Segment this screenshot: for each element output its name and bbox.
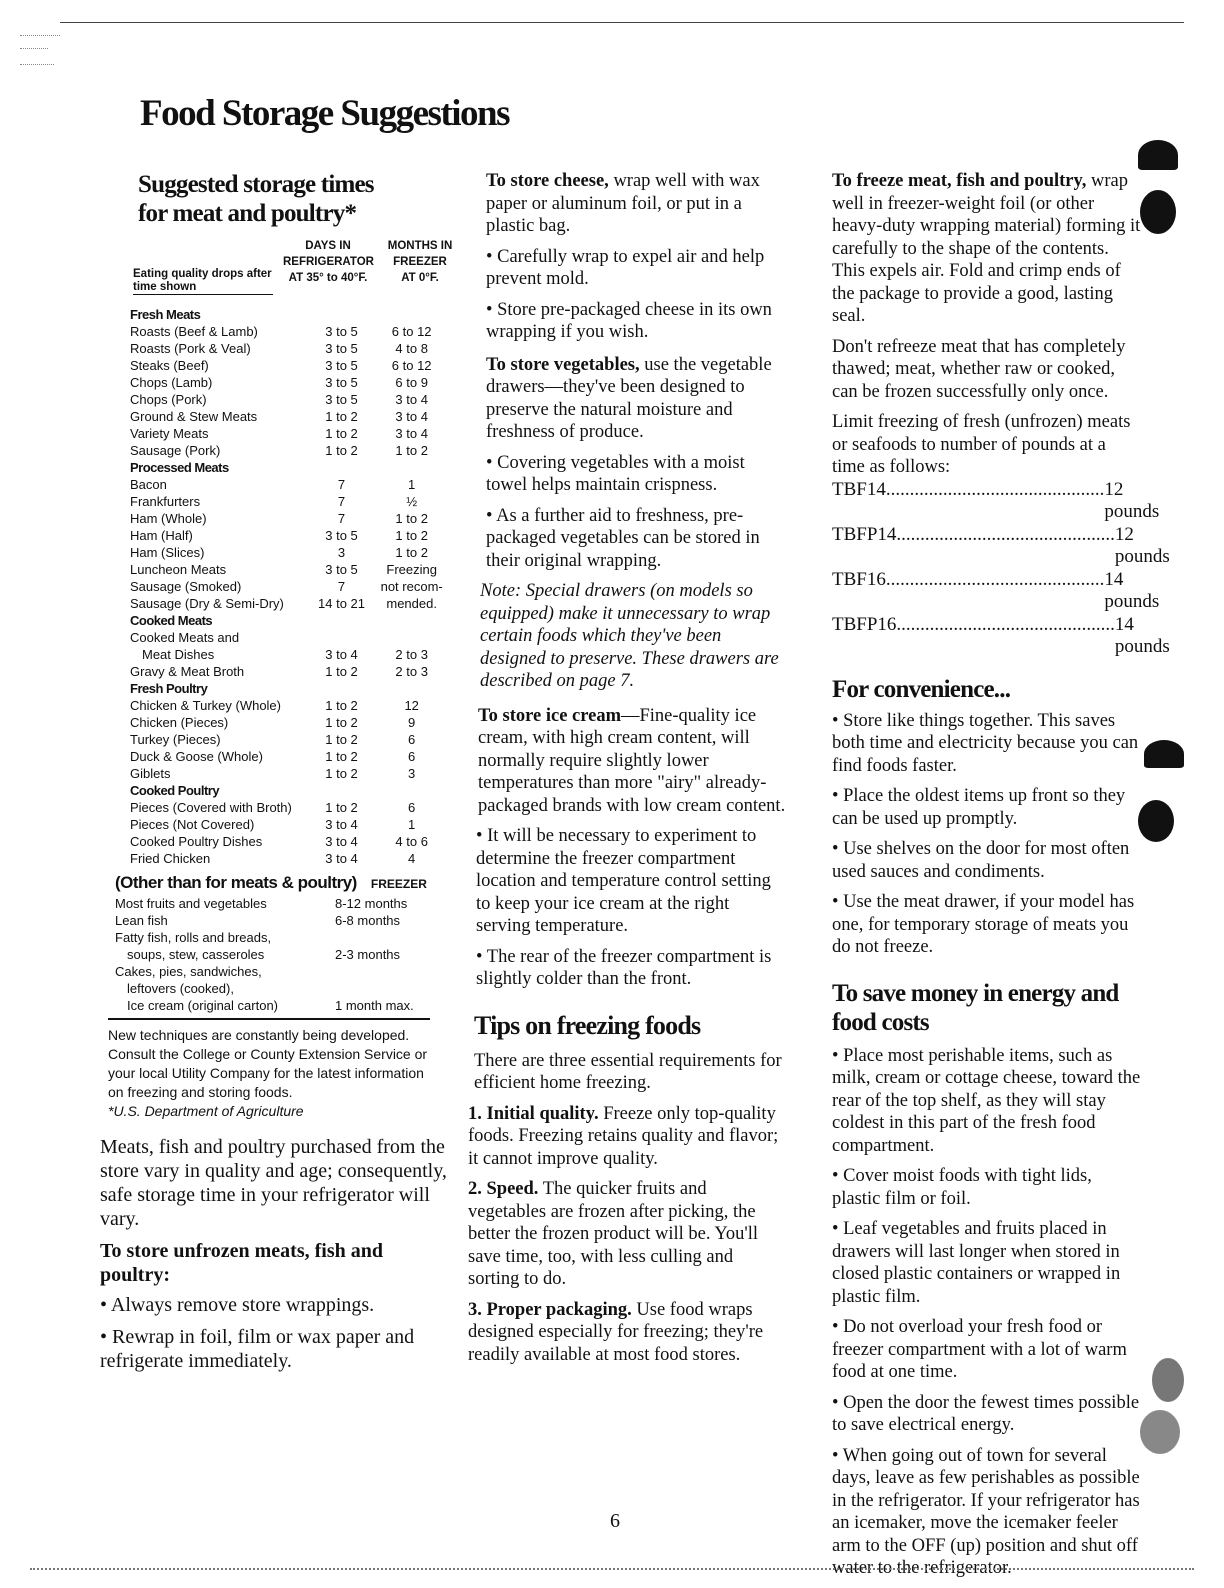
- item-cell: Cooked Meats and: [130, 630, 240, 645]
- storage-heading: Suggested storage times for meat and poultry*: [138, 171, 374, 227]
- scan-mark: [20, 35, 60, 36]
- days-cell: [310, 629, 374, 646]
- months-cell: 4 to 8: [395, 341, 428, 356]
- days-cell: 1 to 2: [325, 732, 358, 747]
- bullet-item: [832, 785, 1142, 830]
- item-cell: Sausage (Dry & Semi-Dry): [130, 596, 284, 611]
- tips-list: [468, 1103, 788, 1367]
- days-cell: 7: [337, 477, 346, 492]
- binder-hole-mark: [1140, 1410, 1180, 1454]
- binder-hole-mark: [1140, 190, 1176, 234]
- tip-lead: 2. Speed.: [468, 1179, 539, 1199]
- item-cell: Roasts (Beef & Lamb): [130, 324, 258, 339]
- model-row: [832, 613, 1170, 659]
- item-cell: Chicken (Pieces): [130, 715, 229, 730]
- footnote-rule: [108, 1018, 430, 1020]
- model-name: TBFP14: [832, 523, 897, 545]
- other-time: [335, 980, 425, 997]
- tips-heading: Tips on freezing foods: [474, 1010, 701, 1040]
- other-row: [115, 963, 425, 980]
- table-row: [130, 408, 450, 425]
- item-cell: Roasts (Pork & Veal): [130, 341, 251, 356]
- months-cell: 2 to 3: [395, 647, 428, 662]
- table-row: [130, 646, 450, 663]
- bullet-text: Always remove store wrappings.: [110, 1294, 375, 1316]
- bullet-item: [832, 1445, 1142, 1580]
- bullet-item: [100, 1293, 450, 1317]
- table-row: [130, 374, 450, 391]
- bullet-text: Cover moist foods with tight lids, plastic film or foil.: [832, 1166, 1092, 1209]
- days-cell: 3 to 5: [325, 528, 358, 543]
- other-item: Fatty fish, rolls and breads,: [115, 930, 272, 945]
- bullet-text: Rewrap in foil, film or wax paper and refrigerate immediately.: [100, 1326, 415, 1372]
- bullet-text: Place the oldest items up front so they can be used up promptly.: [832, 786, 1126, 829]
- months-cell: 4: [408, 851, 416, 866]
- source-note: *U.S. Department of Agriculture: [108, 1103, 304, 1119]
- bullet-text: Covering vegetables with a moist towel helps maintain crispness.: [486, 452, 745, 495]
- item-cell: Duck & Goose (Whole): [130, 749, 263, 764]
- tips-intro: There are three essential requirements for efficient home freezing.: [474, 1050, 782, 1093]
- days-cell: 7: [337, 494, 346, 509]
- months-cell: 3: [408, 766, 416, 781]
- section-row: [130, 306, 450, 323]
- tip-lead: 1. Initial quality.: [468, 1103, 599, 1124]
- bullet-icon: •: [832, 1166, 844, 1186]
- bullet-item: [100, 1325, 450, 1373]
- model-row: [832, 478, 1160, 524]
- section-title: Processed Meats: [130, 460, 229, 475]
- other-time: 2-3 months: [335, 947, 401, 962]
- table-row: [130, 425, 450, 442]
- table-row: [130, 731, 450, 748]
- table-row: [130, 544, 450, 561]
- storage-table: [130, 306, 450, 867]
- cheese-paragraph: To store cheese, wrap well with wax paper or aluminum foil, or put in a plastic bag.: [486, 171, 760, 236]
- days-cell: 1 to 2: [325, 800, 358, 815]
- days-cell: 3 to 4: [325, 834, 358, 849]
- months-cell: 6: [408, 749, 416, 764]
- days-cell: 1 to 2: [325, 715, 358, 730]
- other-rows: [115, 895, 450, 1014]
- col-months-header: MONTHS IN FREEZER AT 0°F.: [387, 240, 453, 284]
- table-header: [133, 238, 453, 306]
- tip-text: Freeze only top-quality foods. Freezing retains quality and flavor; it cannot improve quality.: [468, 1103, 779, 1169]
- table-row: [130, 391, 450, 408]
- tip-text: Use food wraps designed especially for freezing; they're readily available at most food stores.: [468, 1299, 764, 1365]
- bullet-item: [476, 825, 788, 938]
- meats-intro: Meats, fish and poultry purchased from the store vary in quality and age; consequently, safe storage time in your refrigerator will vary.: [100, 1136, 447, 1230]
- bullet-icon: •: [832, 1045, 844, 1066]
- item-cell: Frankfurters: [130, 494, 201, 509]
- column-storing-tips: [468, 170, 788, 1374]
- refreeze-paragraph: Don't refreeze meat that has completely thawed; meat, whether raw or cooked, can be frozen successfully only once.: [832, 336, 1126, 402]
- months-cell: 12: [404, 698, 419, 713]
- table-row: [130, 527, 450, 544]
- other-time: [335, 963, 425, 980]
- limit-paragraph: Limit freezing of fresh (unfrozen) meats or seafoods to number of pounds at a time as follows:: [832, 412, 1131, 477]
- months-cell: [373, 629, 450, 646]
- months-cell: 1 to 2: [395, 443, 428, 458]
- days-cell: 1 to 2: [325, 664, 358, 679]
- days-cell: 3 to 5: [325, 358, 358, 373]
- bullet-icon: •: [476, 826, 488, 846]
- model-row: [832, 568, 1160, 614]
- bullet-item: [476, 946, 788, 991]
- table-row: [130, 476, 450, 493]
- table-row: [130, 510, 450, 527]
- item-cell: Variety Meats: [130, 426, 209, 441]
- scan-mark: [20, 48, 48, 49]
- model-name: TBFP16: [832, 613, 897, 635]
- leader-dots: ..............................................: [896, 523, 1115, 545]
- convenience-heading: For convenience...: [832, 675, 1011, 703]
- bullet-text: The rear of the freezer compartment is slightly colder than the front.: [476, 946, 772, 989]
- other-row: [115, 895, 425, 912]
- months-cell: 9: [408, 715, 416, 730]
- months-cell: 1 to 2: [395, 528, 428, 543]
- days-cell: 3 to 5: [325, 562, 358, 577]
- days-cell: 7: [337, 511, 346, 526]
- days-cell: 3 to 4: [325, 851, 358, 866]
- drawers-note: Note: Special drawers (on models so equipped) make it unnecessary to wrap certain foods which they've been designed to preserve. These drawers are described on page 7.: [480, 581, 779, 691]
- ice-cream-list: [476, 825, 788, 991]
- item-cell: Sausage (Pork): [130, 443, 221, 458]
- page-title: Food Storage Suggestions: [140, 93, 509, 134]
- table-row: [130, 663, 450, 680]
- bullet-icon: •: [832, 1219, 844, 1239]
- binder-hole-mark: [1138, 800, 1174, 842]
- cheese-list: [486, 246, 788, 344]
- bullet-icon: •: [832, 1445, 843, 1466]
- other-time: 8-12 months: [335, 896, 408, 911]
- ice-cream-paragraph: To store ice cream—Fine-quality ice cream, with high cream content, will normally require slightly lower temperatures than more "airy" already-packaged brands with low cream content.: [478, 705, 786, 816]
- table-row: [130, 799, 450, 816]
- other-title: (Other than for meats & poultry): [115, 873, 357, 892]
- tip-text: The quicker fruits and vegetables are frozen after picking, the better the frozen product will be. You'll save time, too, with less culling and sorting to do.: [468, 1179, 759, 1289]
- days-cell: 7: [337, 579, 346, 594]
- tip-item: [468, 1178, 788, 1291]
- item-cell: Turkey (Pieces): [130, 732, 221, 747]
- months-cell: 6 to 9: [395, 375, 428, 390]
- item-cell: Pieces (Covered with Broth): [130, 800, 292, 815]
- months-cell: 6 to 12: [391, 324, 432, 339]
- other-item: leftovers (cooked),: [127, 981, 234, 996]
- other-row: [115, 997, 425, 1014]
- unfrozen-list: [100, 1293, 450, 1373]
- section-row: [130, 680, 450, 697]
- days-cell: 1 to 2: [325, 426, 358, 441]
- bullet-icon: •: [476, 946, 487, 967]
- other-row: [115, 929, 425, 946]
- binder-hole-mark: [1138, 140, 1178, 170]
- other-row: [115, 912, 425, 929]
- bullet-item: [486, 452, 788, 497]
- bullet-text: Use the meat drawer, if your model has one, for temporary storage of meats you do not freeze.: [832, 892, 1135, 957]
- table-row: [130, 714, 450, 731]
- item-cell: Giblets: [130, 766, 171, 781]
- item-cell: Steaks (Beef): [130, 358, 209, 373]
- bullet-icon: •: [486, 452, 498, 473]
- model-name: TBF14: [832, 478, 886, 500]
- other-row: [115, 980, 425, 997]
- bullet-text: Do not overload your fresh food or freezer compartment with a lot of warm food at one time.: [832, 1317, 1127, 1382]
- model-row: [832, 523, 1170, 569]
- section-row: [130, 459, 450, 476]
- bullet-icon: •: [100, 1326, 113, 1348]
- save-money-heading: To save money in energy and food costs: [832, 979, 1119, 1036]
- section-title: Cooked Poultry: [130, 783, 220, 798]
- vegetables-paragraph: To store vegetables, use the vegetable drawers—they've been designed to preserve the natural moisture and freshness of produce.: [486, 354, 772, 442]
- months-cell: mended.: [386, 596, 437, 611]
- bullet-text: Store pre-packaged cheese in its own wrapping if you wish.: [486, 299, 772, 342]
- other-foods: [115, 869, 450, 1014]
- item-cell: Ham (Whole): [130, 511, 207, 526]
- model-pounds: 12 pounds: [1104, 478, 1160, 522]
- table-row: [130, 442, 450, 459]
- table-row: [130, 833, 450, 850]
- bullet-icon: •: [100, 1294, 111, 1316]
- other-item: Lean fish: [115, 913, 168, 928]
- months-cell: 3 to 4: [395, 409, 428, 424]
- bullet-icon: •: [832, 1392, 844, 1413]
- months-cell: 4 to 6: [395, 834, 428, 849]
- item-cell: Luncheon Meats: [130, 562, 227, 577]
- bullet-text: As a further aid to freshness, pre-packaged vegetables can be stored in their original wrapping.: [486, 505, 760, 571]
- item-cell: Bacon: [130, 477, 167, 492]
- bullet-item: [832, 1392, 1142, 1437]
- months-cell: 1 to 2: [395, 511, 428, 526]
- bullet-icon: •: [832, 1317, 844, 1337]
- page-number: 6: [610, 1510, 620, 1532]
- models-list: [832, 478, 1170, 659]
- tip-lead: 3. Proper packaging.: [468, 1299, 632, 1320]
- item-cell: Meat Dishes: [142, 647, 215, 662]
- section-title: Fresh Poultry: [130, 681, 208, 696]
- vegetables-list: [486, 452, 788, 573]
- bullet-icon: •: [486, 505, 497, 526]
- days-cell: 3 to 4: [325, 817, 358, 832]
- bullet-icon: •: [832, 786, 844, 806]
- tip-item: [468, 1299, 788, 1367]
- save-money-list: [832, 1045, 1142, 1580]
- months-cell: ½: [406, 494, 418, 509]
- bullet-text: When going out of town for several days, leave as few perishables as possible in the refrigerator. If your refrigerator has an icemaker, move the icemaker feeler arm to the OFF (up) position and shut off water to the refrigerator.: [832, 1445, 1140, 1578]
- top-rule: [60, 22, 1184, 23]
- bullet-icon: •: [486, 299, 498, 320]
- item-cell: Ham (Slices): [130, 545, 205, 560]
- table-row: [130, 765, 450, 782]
- table-row: [130, 340, 450, 357]
- quality-note: Eating quality drops after time shown: [133, 268, 272, 293]
- bullet-item: [832, 1218, 1142, 1308]
- bullet-text: It will be necessary to experiment to determine the freezer compartment location and temperature control setting to keep your ice cream at the right serving temperature.: [476, 826, 771, 936]
- table-row: [130, 816, 450, 833]
- section-title: Fresh Meats: [130, 307, 201, 322]
- months-cell: Freezing: [386, 562, 437, 577]
- scan-mark: [20, 64, 54, 65]
- bullet-item: [832, 1316, 1142, 1384]
- table-row: [130, 629, 450, 646]
- months-cell: 3 to 4: [395, 392, 428, 407]
- col-days-header: DAYS IN REFRIGERATOR AT 35° to 40°F.: [283, 240, 374, 284]
- item-cell: Chops (Pork): [130, 392, 207, 407]
- section-row: [130, 782, 450, 799]
- table-row: [130, 697, 450, 714]
- other-time: [335, 929, 425, 946]
- item-cell: Gravy & Meat Broth: [130, 664, 245, 679]
- table-row: [130, 561, 450, 578]
- other-time: 6-8 months: [335, 913, 401, 928]
- days-cell: 3 to 4: [325, 647, 358, 662]
- days-cell: 1 to 2: [325, 749, 358, 764]
- days-cell: 1 to 2: [325, 409, 358, 424]
- days-cell: 3 to 5: [325, 392, 358, 407]
- bullet-text: Use shelves on the door for most often used sauces and condiments.: [832, 839, 1130, 882]
- binder-hole-mark: [1152, 1358, 1184, 1402]
- section-row: [130, 612, 450, 629]
- model-pounds: 12 pounds: [1114, 523, 1170, 567]
- days-cell: 1 to 2: [325, 766, 358, 781]
- convenience-list: [832, 710, 1142, 959]
- other-time: 1 month max.: [335, 998, 414, 1013]
- table-row: [130, 323, 450, 340]
- days-cell: 14 to 21: [318, 596, 366, 611]
- days-cell: 3 to 5: [325, 375, 358, 390]
- other-item: soups, stew, casseroles: [127, 947, 265, 962]
- days-cell: 3 to 5: [325, 341, 358, 356]
- tip-item: [468, 1103, 788, 1171]
- days-cell: 1 to 2: [325, 698, 358, 713]
- bullet-item: [486, 246, 788, 291]
- table-row: [130, 357, 450, 374]
- column-freezing-energy: [832, 170, 1170, 1588]
- item-cell: Ham (Half): [130, 528, 193, 543]
- table-row: [130, 595, 450, 612]
- months-cell: 6: [408, 732, 416, 747]
- bullet-item: [486, 505, 788, 573]
- other-item: Most fruits and vegetables: [115, 896, 267, 911]
- table-row: [130, 748, 450, 765]
- other-row: [115, 946, 425, 963]
- bullet-icon: •: [832, 839, 844, 859]
- table-row: [130, 493, 450, 510]
- months-cell: 6: [408, 800, 416, 815]
- item-cell: Cooked Poultry Dishes: [130, 834, 263, 849]
- item-cell: Fried Chicken: [130, 851, 211, 866]
- unfrozen-heading: To store unfrozen meats, fish and poultry:: [100, 1240, 383, 1286]
- table-row: [130, 578, 450, 595]
- bullet-item: [486, 299, 788, 344]
- months-cell: 3 to 4: [395, 426, 428, 441]
- bullet-item: [832, 891, 1142, 959]
- months-cell: 1: [408, 477, 416, 492]
- section-title: Cooked Meats: [130, 613, 213, 628]
- months-cell: not recom-: [380, 579, 443, 594]
- item-cell: Sausage (Smoked): [130, 579, 242, 594]
- model-pounds: 14 pounds: [1114, 613, 1170, 657]
- model-pounds: 14 pounds: [1104, 568, 1160, 612]
- days-cell: 3: [337, 545, 346, 560]
- bullet-item: [832, 838, 1142, 883]
- column-storage-times: [100, 170, 453, 1381]
- bullet-item: [832, 1165, 1142, 1210]
- months-cell: 1: [408, 817, 416, 832]
- other-item: Ice cream (original carton): [127, 998, 278, 1013]
- bullet-item: [832, 1045, 1142, 1158]
- bottom-rule: [30, 1568, 1194, 1570]
- bullet-text: Leaf vegetables and fruits placed in drawers will last longer when stored in closed plastic containers or wrapped in plastic film.: [832, 1219, 1121, 1307]
- bullet-text: Open the door the fewest times possible to save electrical energy.: [832, 1392, 1140, 1435]
- bullet-text: Store like things together. This saves both time and electricity because you can find foods faster.: [832, 710, 1139, 776]
- bullet-text: Carefully wrap to expel air and help prevent mold.: [486, 246, 765, 289]
- bullet-icon: •: [832, 710, 844, 731]
- days-cell: 3 to 5: [325, 324, 358, 339]
- other-col-header: FREEZER: [370, 877, 427, 891]
- binder-hole-mark: [1144, 740, 1184, 768]
- freeze-paragraph: To freeze meat, fish and poultry, wrap well in freezer-weight foil (or other heavy-duty wrapping material) forming it carefully to the shape of the contents. This expels air. Fold and crimp ends of the package to provide a good, lasting seal.: [832, 171, 1141, 326]
- bullet-icon: •: [486, 246, 498, 267]
- leader-dots: ..............................................: [896, 613, 1115, 635]
- table-row: [130, 850, 450, 867]
- months-cell: 1 to 2: [395, 545, 428, 560]
- other-item: Cakes, pies, sandwiches,: [115, 964, 262, 979]
- item-cell: Pieces (Not Covered): [130, 817, 255, 832]
- item-cell: Ground & Stew Meats: [130, 409, 258, 424]
- leader-dots: ..............................................: [885, 568, 1105, 590]
- bullet-item: [832, 710, 1142, 778]
- item-cell: Chicken & Turkey (Whole): [130, 698, 281, 713]
- bullet-icon: •: [832, 892, 844, 912]
- model-name: TBF16: [832, 568, 886, 590]
- months-cell: 6 to 12: [391, 358, 432, 373]
- item-cell: Chops (Lamb): [130, 375, 213, 390]
- bullet-text: Place most perishable items, such as milk, cream or cottage cheese, toward the rear of the top shelf, as they will stay coldest in this part of the fresh food compartment.: [832, 1045, 1141, 1156]
- months-cell: 2 to 3: [395, 664, 428, 679]
- leader-dots: ..............................................: [885, 478, 1105, 500]
- days-cell: 1 to 2: [325, 443, 358, 458]
- footnote: New techniques are constantly being developed. Consult the College or County Extension Service or your local Utility Company for the latest information on freezing and storing foods.: [108, 1027, 428, 1100]
